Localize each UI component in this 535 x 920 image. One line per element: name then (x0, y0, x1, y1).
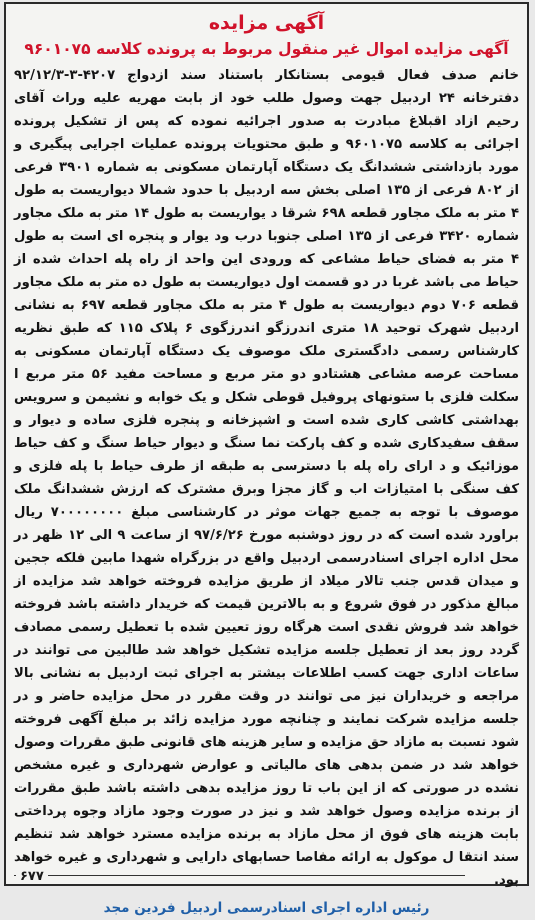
notice-subtitle: آگهی مزایده اموال غیر منقول مربوط به پرونده کلاسه ۹۶۰۱۰۷۵ (24, 40, 509, 58)
footer-divider (14, 875, 465, 876)
auction-notice (4, 2, 529, 916)
notice-title: آگهی مزایده (208, 12, 325, 34)
notice-body: خانم صدف فعال قیومی بستانکار باستناد سند ازدواج ۴۲۰۷-۳-۹۲/۱۲/۳ دفترخانه ۲۴ اردبیل جهت وصول طلب خود از بابت مهریه علیه وراث آقای رحیم ازاد اقبلاغ مبادرت به صدور اجرائیه نموده که پس از تشکیل پرونده اجرائی به کلاسه ۹۶۰۱۰۷۵ و طبق محتویات پرونده عملیات اجرایی پیگیری و مورد بازداشتی ششدانگ یک دستگاه آپارتمان مسکونی به شماره ۳۹۰۱ فرعی از ۸۰۲ فرعی از ۱۳۵ اصلی بخش سه اردبیل با حدود شمالا دیواریست به طول ۴ متر به ملک مجاور قطعه ۶۹۸ شرقا د یواریست به طول ۱۴ متر به ملک مجاور شماره ۳۴۲۰ فرعی از ۱۳۵ اصلی جنوبا درب ود یوار و پنجره ای است به طول ۴ متر به فضای حیاط مشاعی که ورودی این واحد از راه پله احداث شده از حیاط می باشد غربا در دو قسمت اول دیواریست به طول ده متر به ملک مجاور قطعه ۷۰۶ دوم دیواریست به طول ۴ متر به ملک مجاور قطعه ۶۹۷ به نشانی اردبیل شهرک توحید ۱۸ متری اندرزگو اندرزگوی ۶ پلاک ۱۱۵ که طبق نظریه کارشناس رسمی دادگستری ملک موصوف یک دستگاه آپارتمان مسکونی به مساحت عرصه مشاعی هشتادو دو متر مربع و مساحت مفید ۵۶ متر مربع ا سکلت فلزی با ستونهای پروفیل قوطی شکل و یک خوابه و نشیمن و سرویس بهداشتی کاشی کاری شده است و اشپزخانه و پنجره فلزی ساده و دیوار و سقف سفیدکاری شده و کف پارکت نما سنگ و دیوار حیاط سنگ و کف حیاط موزائیک و د ارای راه پله با دسترسی به طبقه از طرف حیاط با پله فلزی و کف سنگی با امتیازات اب و گاز مجزا وبرق مشترک که ارزش ششدانگ ملک موصوف با توجه به جمیع جهات موثر در کارشناسی مبلغ ۷۰۰۰۰۰۰۰۰ ریال براورد شده است که در روز دوشنبه مورخ ۹۷/۶/۲۶ از ساعت ۹ الی ۱۲ ظهر در محل اداره اجرای اسنادرسمی اردبیل واقع در بزرگراه شهدا مابین فلکه ججین و میدان قدس جنب تالار میلاد از طریق مزایده فروخته خواهد شد مزایده از مبالغ مذکور در فوق شروع و به بالاترین قیمت که خریدار داشته باشد فروخته خواهد شد فروش نقدی است هرگاه روز تعیین شده با تعطیل رسمی مصادف گردد روز بعد از تعطیل جلسه مزایده تشکیل خواهد شد طالبین می توانند در ساعات اداری جهت کسب اطلاعات بیشتر به اجرای ثبت اردبیل به نشانی بالا مراجعه و خریداران نیز می توانند در وقت مقرر در محل مزایده حاضر و در جلسه مزایده شرکت نمایند و چنانچه مورد مزایده زائد بر مبلغ آگهی فروخته شود نسبت به مازاد حق مزایده و سایر هزینه های قانونی طبق مقررات وصول خواهد شد در ضمن بدهی های مالیاتی و عوارض شهرداری و غیره مشخص نشده در صورتی که از این باب تا روز مزایده بدهی داشته باشد طبق مقررات از برنده مزایده وصول خواهد شد و نیز در صورت وجود مازاد وجوه پرداختی بابت هزینه های فوق از محل مازاد به برنده مزایده مسترد خواهد شد تنظیم سند انتقا ل موکول به ارائه مفاصا حسابهای دارایی و شهرداری و غیره خواهد بود. (14, 68, 520, 888)
notice-signature: رئیس اداره اجرای اسنادرسمی اردبیل فردین مجد (103, 900, 430, 916)
reference-number: ۶۷۷ (16, 869, 48, 884)
